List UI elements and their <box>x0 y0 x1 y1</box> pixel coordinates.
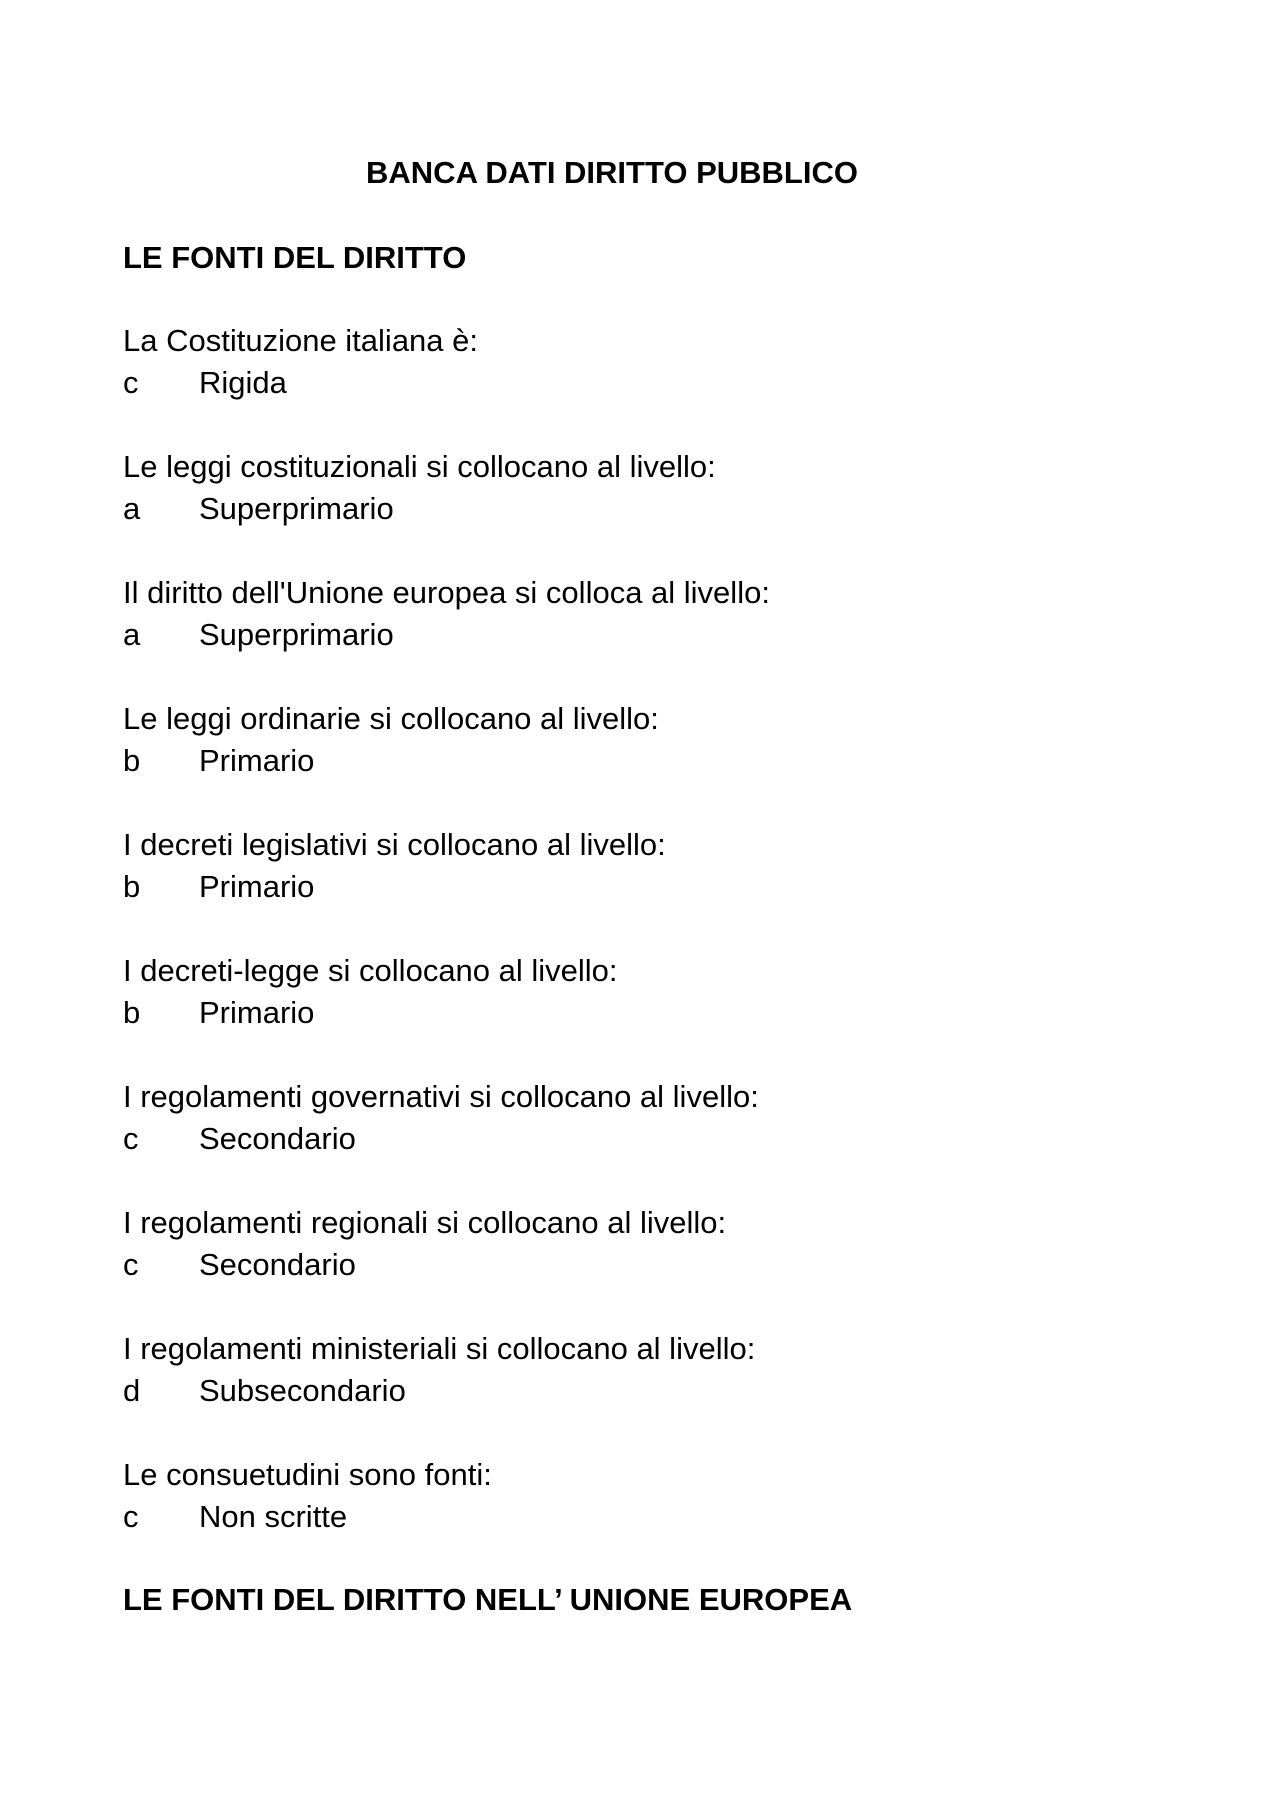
question-item <box>123 824 1183 908</box>
answer-text: Secondario <box>199 1121 356 1156</box>
question-item <box>123 446 1183 530</box>
question-item <box>123 1454 1183 1538</box>
answer-line <box>123 992 1183 1034</box>
question-item <box>123 1076 1183 1160</box>
question-text: Il diritto dell'Unione europea si colloca al livello: <box>123 575 770 610</box>
answer-line <box>123 1496 1183 1538</box>
question-item <box>123 572 1183 656</box>
question-text: La Costituzione italiana è: <box>123 323 479 358</box>
document-content <box>123 238 1183 1620</box>
question-item <box>123 698 1183 782</box>
answer-letter: c <box>123 1499 139 1534</box>
section-heading: LE FONTI DEL DIRITTO NELL’ UNIONE EUROPEA <box>123 1582 853 1617</box>
answer-line <box>123 866 1183 908</box>
answer-text: Superprimario <box>199 617 394 652</box>
answer-text: Primario <box>199 743 315 778</box>
answer-line <box>123 1244 1183 1286</box>
answer-text: Non scritte <box>199 1499 348 1534</box>
answer-letter: b <box>123 869 141 904</box>
question-item <box>123 950 1183 1034</box>
answer-line <box>123 488 1183 530</box>
answer-text: Rigida <box>199 365 287 400</box>
answer-text: Superprimario <box>199 491 394 526</box>
answer-letter: c <box>123 365 139 400</box>
question-item <box>123 1328 1183 1412</box>
answer-letter: b <box>123 995 141 1030</box>
answer-line <box>123 1118 1183 1160</box>
document-title: BANCA DATI DIRITTO PUBBLICO <box>366 155 858 190</box>
question-text: I decreti legislativi si collocano al livello: <box>123 827 666 862</box>
answer-line <box>123 740 1183 782</box>
question-text: I regolamenti governativi si collocano al livello: <box>123 1079 759 1114</box>
answer-letter: b <box>123 743 141 778</box>
question-text: I regolamenti regionali si collocano al livello: <box>123 1205 727 1240</box>
section-heading: LE FONTI DEL DIRITTO <box>123 240 467 275</box>
answer-text: Secondario <box>199 1247 356 1282</box>
question-text: I regolamenti ministeriali si collocano al livello: <box>123 1331 756 1366</box>
question-text: Le leggi costituzionali si collocano al livello: <box>123 449 716 484</box>
question-list <box>123 320 1183 1538</box>
question-item <box>123 1202 1183 1286</box>
question-text: Le leggi ordinarie si collocano al livello: <box>123 701 659 736</box>
answer-text: Primario <box>199 869 315 904</box>
answer-line <box>123 1370 1183 1412</box>
answer-text: Subsecondario <box>199 1373 406 1408</box>
answer-letter: c <box>123 1247 139 1282</box>
answer-letter: d <box>123 1373 141 1408</box>
answer-line <box>123 614 1183 656</box>
answer-letter: c <box>123 1121 139 1156</box>
answer-letter: a <box>123 491 141 526</box>
question-item <box>123 320 1183 404</box>
question-text: Le consuetudini sono fonti: <box>123 1457 492 1492</box>
answer-line <box>123 362 1183 404</box>
answer-text: Primario <box>199 995 315 1030</box>
answer-letter: a <box>123 617 141 652</box>
question-text: I decreti-legge si collocano al livello: <box>123 953 618 988</box>
